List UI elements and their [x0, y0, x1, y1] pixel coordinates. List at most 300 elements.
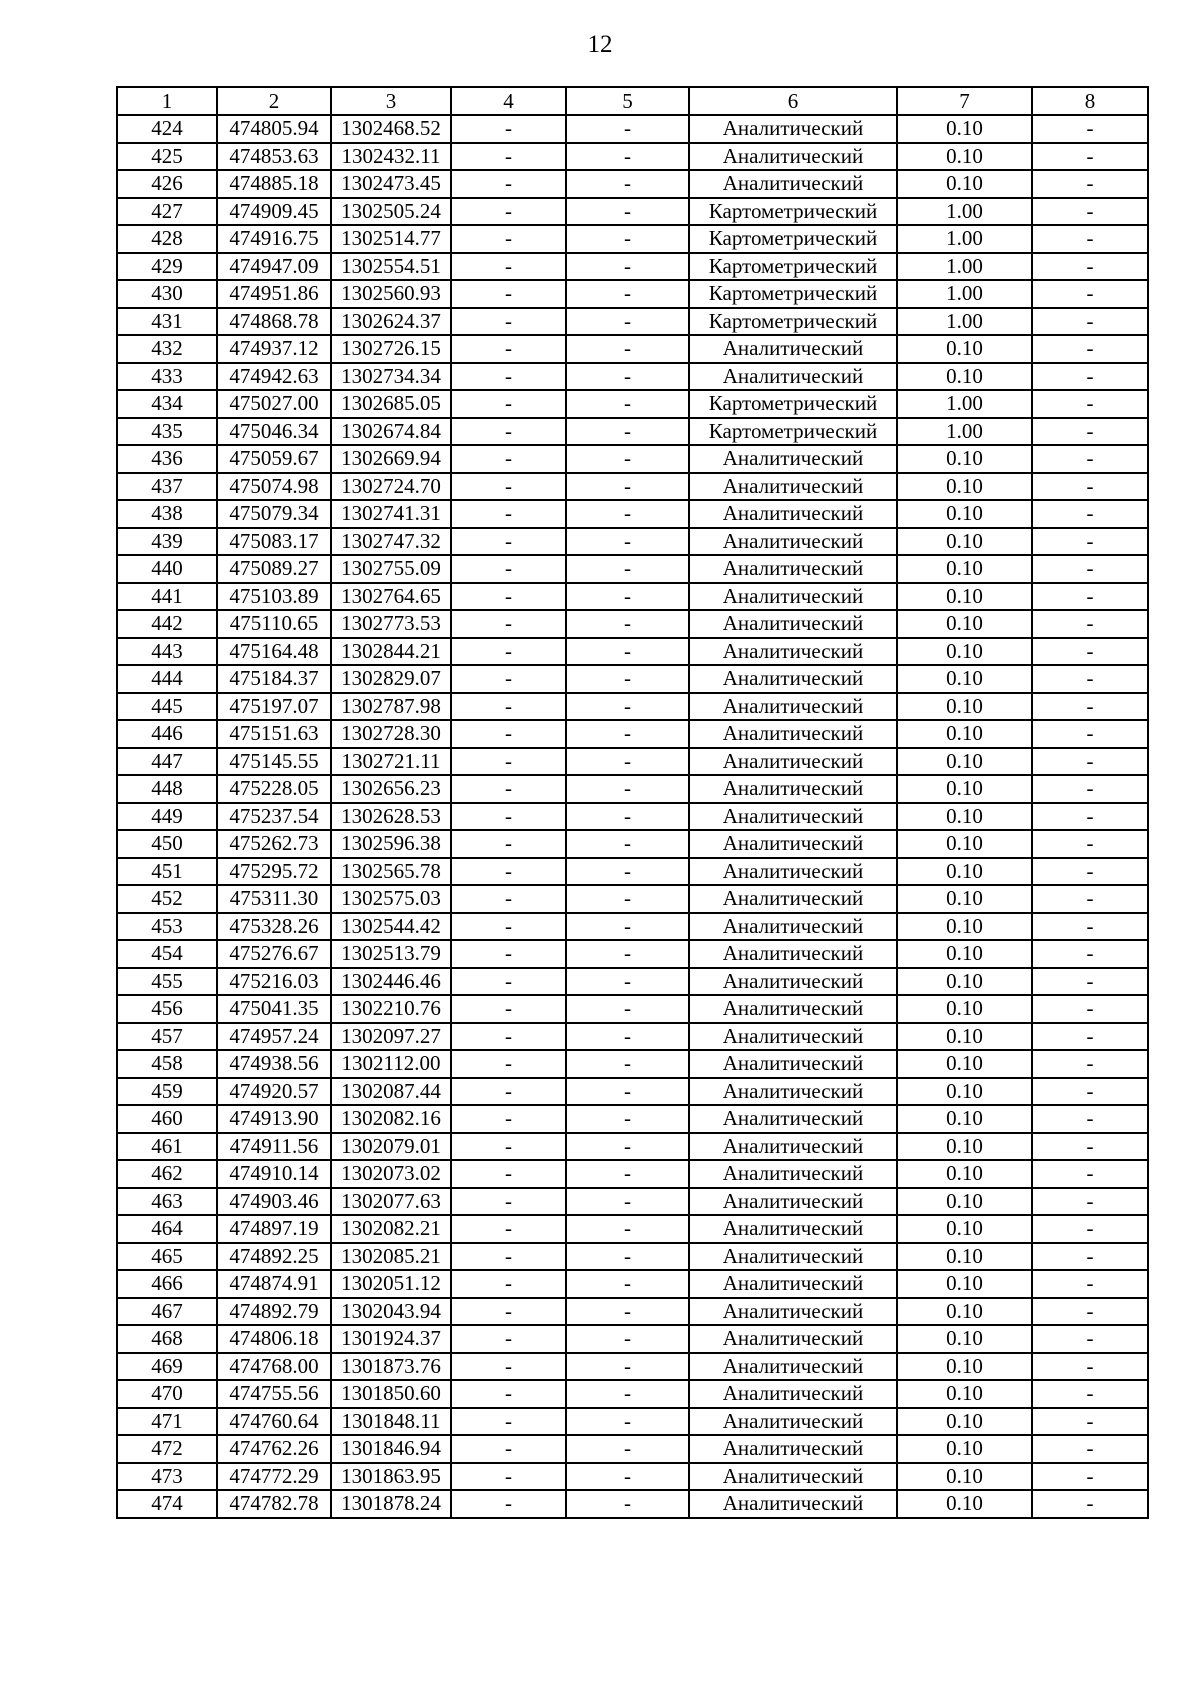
table-cell: -: [1032, 253, 1148, 281]
table-cell: 1302669.94: [331, 445, 451, 473]
table-cell: -: [451, 1408, 566, 1436]
table-cell: Аналитический: [689, 940, 897, 968]
table-cell: -: [451, 995, 566, 1023]
table-row: [117, 913, 1148, 941]
table-cell: 433: [117, 363, 217, 391]
table-cell: 0.10: [897, 170, 1032, 198]
table-cell: 1301863.95: [331, 1463, 451, 1491]
table-cell: 0.10: [897, 143, 1032, 171]
table-cell: Аналитический: [689, 1023, 897, 1051]
table-cell: Картометрический: [689, 253, 897, 281]
table-cell: -: [566, 1380, 689, 1408]
table-cell: 1302674.84: [331, 418, 451, 446]
table-cell: Аналитический: [689, 363, 897, 391]
table-cell: 0.10: [897, 1050, 1032, 1078]
table-row: [117, 665, 1148, 693]
table-cell: 459: [117, 1078, 217, 1106]
table-cell: -: [1032, 1105, 1148, 1133]
table-cell: 0.10: [897, 968, 1032, 996]
table-cell: 0.10: [897, 528, 1032, 556]
table-cell: 0.10: [897, 1353, 1032, 1381]
table-row: [117, 995, 1148, 1023]
table-cell: 0.10: [897, 1105, 1032, 1133]
table-cell: 474868.78: [217, 308, 331, 336]
column-header: 3: [331, 87, 451, 115]
table-cell: 475145.55: [217, 748, 331, 776]
table-cell: 1302082.16: [331, 1105, 451, 1133]
table-row: [117, 528, 1148, 556]
header-row: [117, 87, 1148, 115]
table-cell: -: [1032, 500, 1148, 528]
table-cell: 0.10: [897, 913, 1032, 941]
table-cell: -: [1032, 913, 1148, 941]
table-cell: -: [566, 803, 689, 831]
table-row: [117, 198, 1148, 226]
table-cell: -: [451, 1353, 566, 1381]
table-cell: 474920.57: [217, 1078, 331, 1106]
table-cell: 1301848.11: [331, 1408, 451, 1436]
table-cell: Аналитический: [689, 1435, 897, 1463]
table-cell: -: [451, 390, 566, 418]
table-cell: 0.10: [897, 1380, 1032, 1408]
table-cell: 1302097.27: [331, 1023, 451, 1051]
table-cell: 474762.26: [217, 1435, 331, 1463]
table-cell: 454: [117, 940, 217, 968]
table-cell: -: [566, 1298, 689, 1326]
table-cell: 1302505.24: [331, 198, 451, 226]
table-cell: Аналитический: [689, 1325, 897, 1353]
table-cell: -: [451, 830, 566, 858]
table-cell: 455: [117, 968, 217, 996]
table-cell: -: [1032, 170, 1148, 198]
table-cell: 1302554.51: [331, 253, 451, 281]
table-cell: Аналитический: [689, 1133, 897, 1161]
table-cell: -: [451, 1050, 566, 1078]
table-cell: -: [566, 308, 689, 336]
table-body: [117, 87, 1148, 1518]
table-cell: 431: [117, 308, 217, 336]
table-cell: 0.10: [897, 858, 1032, 886]
table-row: [117, 1243, 1148, 1271]
table-cell: 1301873.76: [331, 1353, 451, 1381]
table-cell: -: [451, 940, 566, 968]
table-cell: 474916.75: [217, 225, 331, 253]
table-cell: 1302210.76: [331, 995, 451, 1023]
table-cell: -: [566, 1243, 689, 1271]
table-cell: -: [1032, 1435, 1148, 1463]
table-cell: 0.10: [897, 885, 1032, 913]
table-cell: 1.00: [897, 198, 1032, 226]
table-row: [117, 1078, 1148, 1106]
table-cell: 469: [117, 1353, 217, 1381]
table-cell: -: [1032, 225, 1148, 253]
table-cell: 1302043.94: [331, 1298, 451, 1326]
table-cell: 475074.98: [217, 473, 331, 501]
table-cell: -: [1032, 1023, 1148, 1051]
table-cell: 1302741.31: [331, 500, 451, 528]
table-cell: -: [451, 720, 566, 748]
page-number: 12: [587, 31, 613, 58]
table-row: [117, 418, 1148, 446]
table-cell: 461: [117, 1133, 217, 1161]
table-cell: -: [1032, 885, 1148, 913]
table-cell: 448: [117, 775, 217, 803]
table-cell: 474913.90: [217, 1105, 331, 1133]
table-cell: -: [1032, 1353, 1148, 1381]
table-cell: 474874.91: [217, 1270, 331, 1298]
table-cell: 0.10: [897, 1325, 1032, 1353]
table-cell: -: [451, 693, 566, 721]
table-cell: -: [451, 1160, 566, 1188]
table-cell: 1301878.24: [331, 1490, 451, 1518]
table-cell: -: [451, 198, 566, 226]
table-cell: Аналитический: [689, 1353, 897, 1381]
table-cell: 1301846.94: [331, 1435, 451, 1463]
table-row: [117, 940, 1148, 968]
table-cell: 1302624.37: [331, 308, 451, 336]
table-row: [117, 1050, 1148, 1078]
table-cell: 474805.94: [217, 115, 331, 143]
table-cell: -: [566, 775, 689, 803]
table-cell: -: [1032, 308, 1148, 336]
table-cell: 1302844.21: [331, 638, 451, 666]
table-cell: -: [1032, 1408, 1148, 1436]
table-row: [117, 445, 1148, 473]
table-cell: 437: [117, 473, 217, 501]
table-cell: 475237.54: [217, 803, 331, 831]
table-cell: 474911.56: [217, 1133, 331, 1161]
table-cell: -: [451, 858, 566, 886]
table-cell: -: [1032, 390, 1148, 418]
table-cell: -: [451, 445, 566, 473]
table-cell: 429: [117, 253, 217, 281]
table-cell: 475089.27: [217, 555, 331, 583]
table-cell: Картометрический: [689, 390, 897, 418]
table-cell: 1302773.53: [331, 610, 451, 638]
table-cell: -: [451, 583, 566, 611]
table-row: [117, 1215, 1148, 1243]
table-cell: -: [1032, 1490, 1148, 1518]
table-cell: 0.10: [897, 115, 1032, 143]
table-cell: Аналитический: [689, 803, 897, 831]
table-cell: 1302721.11: [331, 748, 451, 776]
table-cell: 460: [117, 1105, 217, 1133]
table-cell: Аналитический: [689, 638, 897, 666]
table-cell: 1302728.30: [331, 720, 451, 748]
table-cell: 472: [117, 1435, 217, 1463]
table-cell: Аналитический: [689, 830, 897, 858]
table-cell: 458: [117, 1050, 217, 1078]
table-row: [117, 1023, 1148, 1051]
table-cell: 475059.67: [217, 445, 331, 473]
table-cell: -: [566, 913, 689, 941]
table-cell: 0.10: [897, 1133, 1032, 1161]
table-row: [117, 308, 1148, 336]
table-row: [117, 1353, 1148, 1381]
table-cell: 446: [117, 720, 217, 748]
table-cell: 465: [117, 1243, 217, 1271]
table-cell: -: [451, 1270, 566, 1298]
table-cell: 1.00: [897, 308, 1032, 336]
table-cell: 434: [117, 390, 217, 418]
column-header: 4: [451, 87, 566, 115]
table-cell: -: [451, 528, 566, 556]
table-cell: 474938.56: [217, 1050, 331, 1078]
table-cell: -: [1032, 555, 1148, 583]
table-cell: 474760.64: [217, 1408, 331, 1436]
table-row: [117, 1160, 1148, 1188]
table-cell: 443: [117, 638, 217, 666]
table-cell: 474947.09: [217, 253, 331, 281]
table-cell: 1302685.05: [331, 390, 451, 418]
column-header: 5: [566, 87, 689, 115]
table-cell: -: [566, 115, 689, 143]
table-cell: 475311.30: [217, 885, 331, 913]
table-cell: 475110.65: [217, 610, 331, 638]
table-row: [117, 1325, 1148, 1353]
table-cell: 1302565.78: [331, 858, 451, 886]
table-cell: -: [451, 610, 566, 638]
table-cell: 427: [117, 198, 217, 226]
table-row: [117, 968, 1148, 996]
table-cell: -: [1032, 1133, 1148, 1161]
table-cell: 0.10: [897, 1270, 1032, 1298]
table-cell: -: [1032, 1078, 1148, 1106]
table-cell: -: [1032, 968, 1148, 996]
table-cell: 1302079.01: [331, 1133, 451, 1161]
table-cell: -: [451, 473, 566, 501]
table-cell: 432: [117, 335, 217, 363]
table-cell: 1302724.70: [331, 473, 451, 501]
table-cell: 474782.78: [217, 1490, 331, 1518]
table-cell: 0.10: [897, 1023, 1032, 1051]
table-cell: -: [566, 280, 689, 308]
table-cell: Аналитический: [689, 1463, 897, 1491]
table-cell: Картометрический: [689, 280, 897, 308]
table-cell: 0.10: [897, 1078, 1032, 1106]
table-cell: -: [1032, 1298, 1148, 1326]
table-cell: -: [451, 1105, 566, 1133]
table-cell: 1302514.77: [331, 225, 451, 253]
table-cell: 0.10: [897, 335, 1032, 363]
table-cell: -: [566, 1408, 689, 1436]
table-cell: Аналитический: [689, 968, 897, 996]
table-row: [117, 1188, 1148, 1216]
table-cell: -: [566, 1270, 689, 1298]
table-row: [117, 885, 1148, 913]
table-cell: 1302656.23: [331, 775, 451, 803]
table-row: [117, 775, 1148, 803]
table-cell: -: [566, 555, 689, 583]
table-cell: Аналитический: [689, 115, 897, 143]
table-cell: -: [1032, 748, 1148, 776]
table-cell: 453: [117, 913, 217, 941]
table-row: [117, 115, 1148, 143]
table-cell: 424: [117, 115, 217, 143]
table-cell: 452: [117, 885, 217, 913]
table-cell: Аналитический: [689, 555, 897, 583]
table-cell: -: [566, 335, 689, 363]
table-cell: 1.00: [897, 253, 1032, 281]
table-row: [117, 1133, 1148, 1161]
table-cell: 463: [117, 1188, 217, 1216]
table-cell: 425: [117, 143, 217, 171]
column-header: 8: [1032, 87, 1148, 115]
table-row: [117, 280, 1148, 308]
table-cell: 474897.19: [217, 1215, 331, 1243]
table-cell: -: [566, 363, 689, 391]
table-cell: -: [451, 638, 566, 666]
table-cell: Аналитический: [689, 1298, 897, 1326]
table-row: [117, 583, 1148, 611]
table-cell: 1302628.53: [331, 803, 451, 831]
table-cell: -: [566, 885, 689, 913]
table-cell: -: [451, 968, 566, 996]
table-cell: 1302077.63: [331, 1188, 451, 1216]
table-cell: -: [451, 1325, 566, 1353]
table-row: [117, 473, 1148, 501]
table-cell: -: [566, 1325, 689, 1353]
table-cell: -: [1032, 720, 1148, 748]
table-cell: 474: [117, 1490, 217, 1518]
table-cell: 0.10: [897, 363, 1032, 391]
table-cell: -: [451, 335, 566, 363]
table-cell: 474957.24: [217, 1023, 331, 1051]
table-cell: 474909.45: [217, 198, 331, 226]
table-cell: 475328.26: [217, 913, 331, 941]
table-cell: 435: [117, 418, 217, 446]
table-cell: Аналитический: [689, 1078, 897, 1106]
table-cell: 1302513.79: [331, 940, 451, 968]
table-cell: -: [451, 1490, 566, 1518]
table-cell: 0.10: [897, 638, 1032, 666]
table-cell: -: [566, 830, 689, 858]
table-cell: -: [566, 665, 689, 693]
table-cell: 0.10: [897, 1215, 1032, 1243]
table-cell: -: [566, 253, 689, 281]
table-cell: -: [1032, 693, 1148, 721]
table-cell: Аналитический: [689, 1050, 897, 1078]
table-cell: -: [451, 143, 566, 171]
table-cell: 474942.63: [217, 363, 331, 391]
table-row: [117, 363, 1148, 391]
table-cell: 475276.67: [217, 940, 331, 968]
table-cell: Аналитический: [689, 445, 897, 473]
table-cell: -: [451, 1188, 566, 1216]
table-row: [117, 1435, 1148, 1463]
table-cell: Картометрический: [689, 198, 897, 226]
table-cell: -: [451, 253, 566, 281]
table-cell: -: [451, 1023, 566, 1051]
table-cell: -: [451, 1463, 566, 1491]
table-cell: -: [1032, 1380, 1148, 1408]
table-cell: 0.10: [897, 1463, 1032, 1491]
table-cell: -: [566, 1078, 689, 1106]
table-row: [117, 1298, 1148, 1326]
table-cell: 1.00: [897, 280, 1032, 308]
table-row: [117, 748, 1148, 776]
table-cell: 475228.05: [217, 775, 331, 803]
table-cell: 0.10: [897, 720, 1032, 748]
table-cell: 0.10: [897, 665, 1032, 693]
table-cell: -: [566, 473, 689, 501]
table-cell: -: [566, 198, 689, 226]
table-cell: -: [1032, 1270, 1148, 1298]
table-row: [117, 555, 1148, 583]
table-cell: -: [1032, 665, 1148, 693]
table-cell: 1301924.37: [331, 1325, 451, 1353]
table-cell: 475103.89: [217, 583, 331, 611]
table-cell: 475151.63: [217, 720, 331, 748]
table-cell: 1302764.65: [331, 583, 451, 611]
table-cell: -: [1032, 940, 1148, 968]
table-cell: -: [1032, 1160, 1148, 1188]
table-cell: 440: [117, 555, 217, 583]
table-cell: 466: [117, 1270, 217, 1298]
column-header: 2: [217, 87, 331, 115]
table-cell: 474755.56: [217, 1380, 331, 1408]
table-cell: 475197.07: [217, 693, 331, 721]
table-cell: -: [1032, 1188, 1148, 1216]
table-cell: 447: [117, 748, 217, 776]
table-cell: -: [451, 308, 566, 336]
table-row: [117, 143, 1148, 171]
table-cell: -: [451, 1215, 566, 1243]
table-cell: Аналитический: [689, 583, 897, 611]
table-cell: -: [1032, 610, 1148, 638]
table-cell: 1.00: [897, 418, 1032, 446]
table-cell: 0.10: [897, 1408, 1032, 1436]
table-cell: -: [566, 610, 689, 638]
table-cell: 456: [117, 995, 217, 1023]
table-cell: -: [566, 528, 689, 556]
table-cell: -: [1032, 1215, 1148, 1243]
table-cell: -: [1032, 418, 1148, 446]
table-cell: Аналитический: [689, 1243, 897, 1271]
table-cell: Аналитический: [689, 1270, 897, 1298]
table-cell: -: [1032, 995, 1148, 1023]
table-cell: -: [566, 748, 689, 776]
table-cell: -: [451, 748, 566, 776]
table-cell: -: [451, 500, 566, 528]
table-cell: -: [1032, 528, 1148, 556]
table-cell: -: [451, 1380, 566, 1408]
table-cell: 0.10: [897, 1160, 1032, 1188]
table-cell: 1302085.21: [331, 1243, 451, 1271]
table-cell: 0.10: [897, 583, 1032, 611]
table-cell: -: [566, 995, 689, 1023]
table-cell: 475295.72: [217, 858, 331, 886]
table-cell: 1302468.52: [331, 115, 451, 143]
table-row: [117, 720, 1148, 748]
table-cell: -: [1032, 198, 1148, 226]
table-cell: 475262.73: [217, 830, 331, 858]
table-cell: -: [566, 858, 689, 886]
table-cell: 467: [117, 1298, 217, 1326]
table-cell: -: [566, 143, 689, 171]
table-cell: -: [1032, 583, 1148, 611]
table-cell: Аналитический: [689, 335, 897, 363]
table-cell: 475083.17: [217, 528, 331, 556]
table-cell: 475041.35: [217, 995, 331, 1023]
table-row: [117, 225, 1148, 253]
table-row: [117, 500, 1148, 528]
column-header: 1: [117, 87, 217, 115]
table-cell: Картометрический: [689, 308, 897, 336]
table-cell: 0.10: [897, 748, 1032, 776]
table-cell: -: [566, 390, 689, 418]
table-cell: -: [566, 1133, 689, 1161]
